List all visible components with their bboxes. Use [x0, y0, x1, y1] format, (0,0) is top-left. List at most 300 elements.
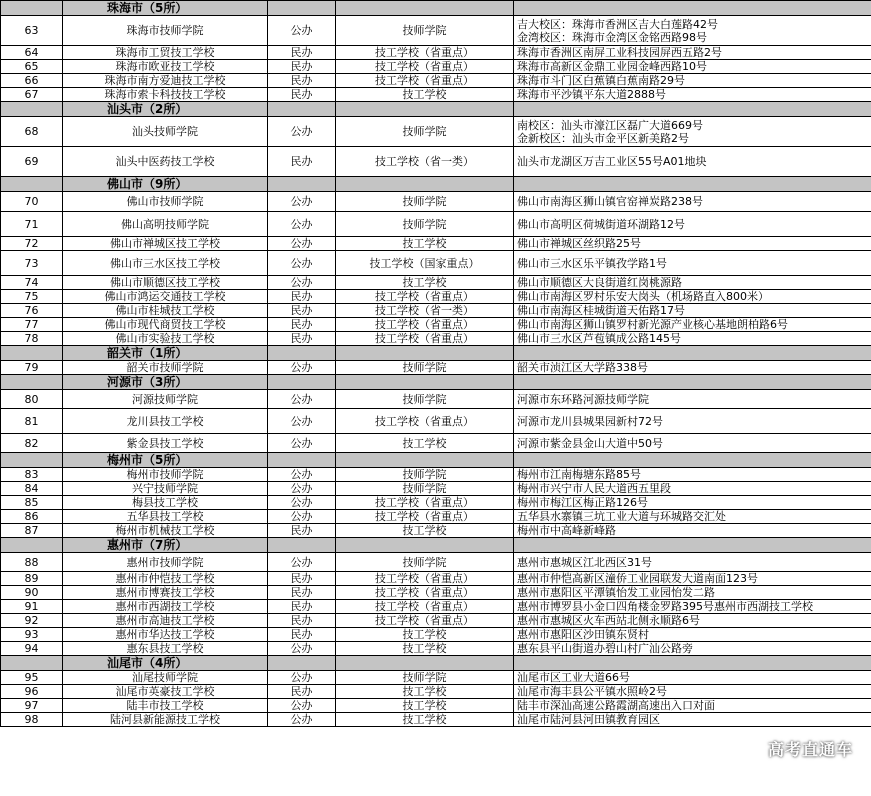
school-type: 公办 [268, 276, 336, 290]
school-category: 技工学校 [336, 713, 514, 727]
region-blank-cell [514, 375, 871, 390]
school-name: 佛山市桂城技工学校 [63, 304, 268, 318]
school-name: 佛山高明技师学院 [63, 212, 268, 237]
table-row [1, 60, 871, 74]
school-type: 民办 [268, 600, 336, 614]
row-number: 80 [1, 390, 63, 409]
school-address [514, 468, 871, 482]
school-category: 技工学校（省重点） [336, 332, 514, 346]
address-line: 佛山市顺德区大良街道红岗桃源路 [517, 276, 682, 289]
school-name: 珠海市索卡科技技工学校 [63, 88, 268, 102]
region-blank-cell [1, 1, 63, 16]
school-type: 公办 [268, 713, 336, 727]
region-blank-cell [514, 102, 871, 117]
region-header-row [1, 177, 871, 192]
school-type: 公办 [268, 409, 336, 434]
row-number: 86 [1, 510, 63, 524]
row-number: 91 [1, 600, 63, 614]
table-row [1, 16, 871, 46]
school-address [514, 628, 871, 642]
row-number: 82 [1, 434, 63, 453]
region-header-row [1, 538, 871, 553]
address-line: 汕头市龙湖区万吉工业区55号A01地块 [517, 155, 707, 168]
school-type: 公办 [268, 510, 336, 524]
region-blank-cell [1, 656, 63, 671]
table-row [1, 614, 871, 628]
address-line: 五华县水寨镇三坑工业大道与环城路交汇处 [517, 510, 726, 523]
school-category: 技师学院 [336, 468, 514, 482]
school-category: 技工学校 [336, 685, 514, 699]
table-row [1, 192, 871, 212]
region-header-row [1, 453, 871, 468]
region-blank-cell [514, 346, 871, 361]
school-name: 梅州市机械技工学校 [63, 524, 268, 538]
school-name: 惠州市博赛技工学校 [63, 586, 268, 600]
school-type: 公办 [268, 553, 336, 572]
row-number: 69 [1, 147, 63, 177]
region-name: 河源市（3所） [63, 375, 268, 390]
region-blank-cell [336, 346, 514, 361]
table-row [1, 74, 871, 88]
table-row [1, 600, 871, 614]
school-address [514, 642, 871, 656]
region-blank-cell [1, 102, 63, 117]
region-blank-cell [514, 656, 871, 671]
table-row [1, 699, 871, 713]
region-blank-cell [1, 538, 63, 553]
school-category: 技工学校 [336, 88, 514, 102]
school-address [514, 276, 871, 290]
region-header-row [1, 375, 871, 390]
table-row [1, 496, 871, 510]
school-name: 佛山市三水区技工学校 [63, 251, 268, 276]
school-name: 陆河县新能源技工学校 [63, 713, 268, 727]
row-number: 68 [1, 117, 63, 147]
school-address [514, 685, 871, 699]
school-category: 技工学校 [336, 237, 514, 251]
school-name: 汕尾技师学院 [63, 671, 268, 685]
school-name: 韶关市技师学院 [63, 361, 268, 375]
school-name: 五华县技工学校 [63, 510, 268, 524]
school-name: 惠州市高迪技工学校 [63, 614, 268, 628]
address-line: 金新校区：汕头市金平区新美路2号 [517, 131, 689, 145]
school-name: 河源技师学院 [63, 390, 268, 409]
region-blank-cell [268, 102, 336, 117]
school-type: 民办 [268, 524, 336, 538]
school-category: 技工学校 [336, 699, 514, 713]
school-type: 民办 [268, 572, 336, 586]
school-address [514, 671, 871, 685]
row-number: 63 [1, 16, 63, 46]
table-row [1, 553, 871, 572]
school-address [514, 46, 871, 60]
school-category: 技工学校 [336, 642, 514, 656]
school-name: 紫金县技工学校 [63, 434, 268, 453]
row-number: 64 [1, 46, 63, 60]
address-line: 汕尾市区工业大道66号 [517, 671, 630, 684]
region-header-row [1, 1, 871, 16]
region-blank-cell [336, 375, 514, 390]
school-category: 技工学校（省一类） [336, 147, 514, 177]
row-number: 92 [1, 614, 63, 628]
row-number: 89 [1, 572, 63, 586]
region-name: 韶关市（1所） [63, 346, 268, 361]
address-line: 佛山市禅城区丝织路25号 [517, 237, 641, 250]
row-number: 84 [1, 482, 63, 496]
table-row [1, 237, 871, 251]
region-blank-cell [514, 538, 871, 553]
school-name: 珠海市工贸技工学校 [63, 46, 268, 60]
school-type: 民办 [268, 332, 336, 346]
address-line: 河源市紫金县金山大道中50号 [517, 436, 663, 450]
school-type: 公办 [268, 192, 336, 212]
school-type: 公办 [268, 671, 336, 685]
school-address [514, 496, 871, 510]
school-category: 技工学校（省重点） [336, 496, 514, 510]
table-row [1, 304, 871, 318]
address-line: 珠海市斗门区白蕉镇白蕉南路29号 [517, 74, 685, 87]
table-row [1, 251, 871, 276]
region-name: 惠州市（7所） [63, 538, 268, 553]
region-header-row [1, 102, 871, 117]
row-number: 81 [1, 409, 63, 434]
school-address [514, 524, 871, 538]
school-address [514, 699, 871, 713]
school-type: 民办 [268, 74, 336, 88]
row-number: 85 [1, 496, 63, 510]
address-line: 惠州市惠阳区平潭镇怡发工业园怡发二路 [517, 586, 715, 599]
address-line: 佛山市南海区桂城街道天佑路17号 [517, 304, 685, 317]
region-blank-cell [268, 177, 336, 192]
school-address [514, 74, 871, 88]
region-header-row [1, 656, 871, 671]
row-number: 90 [1, 586, 63, 600]
school-name: 惠州市华达技工学校 [63, 628, 268, 642]
school-category: 技工学校 [336, 434, 514, 453]
school-category: 技工学校（省重点） [336, 586, 514, 600]
school-address [514, 482, 871, 496]
school-type: 民办 [268, 586, 336, 600]
school-category: 技工学校（省重点） [336, 600, 514, 614]
region-blank-cell [336, 102, 514, 117]
address-line: 佛山市三水区乐平镇孜学路1号 [517, 256, 667, 270]
school-type: 公办 [268, 699, 336, 713]
school-address [514, 318, 871, 332]
address-line: 珠海市平沙镇平东大道2888号 [517, 88, 666, 101]
school-address [514, 390, 871, 409]
row-number: 70 [1, 192, 63, 212]
school-name: 陆丰市技工学校 [63, 699, 268, 713]
school-category: 技工学校（省重点） [336, 74, 514, 88]
school-address [514, 60, 871, 74]
row-number: 65 [1, 60, 63, 74]
school-type: 公办 [268, 117, 336, 147]
table-row [1, 290, 871, 304]
school-category: 技师学院 [336, 553, 514, 572]
row-number: 93 [1, 628, 63, 642]
school-name: 惠东县技工学校 [63, 642, 268, 656]
row-number: 77 [1, 318, 63, 332]
school-name: 惠州市仲恺技工学校 [63, 572, 268, 586]
address-line: 南校区：汕头市濠江区磊广大道669号 [517, 118, 703, 132]
table-row [1, 361, 871, 375]
school-category: 技师学院 [336, 117, 514, 147]
school-address [514, 434, 871, 453]
table-row [1, 46, 871, 60]
school-type: 民办 [268, 147, 336, 177]
address-line: 梅州市中高峰新峰路 [517, 524, 616, 537]
row-number: 79 [1, 361, 63, 375]
table-row [1, 510, 871, 524]
school-type: 民办 [268, 304, 336, 318]
region-blank-cell [1, 453, 63, 468]
address-line: 惠州市惠城区江北西区31号 [517, 555, 652, 569]
region-blank-cell [268, 375, 336, 390]
table-row [1, 572, 871, 586]
school-address [514, 332, 871, 346]
school-name: 佛山市顺德区技工学校 [63, 276, 268, 290]
row-number: 94 [1, 642, 63, 656]
table-row [1, 212, 871, 237]
school-name: 珠海市欧亚技工学校 [63, 60, 268, 74]
row-number: 67 [1, 88, 63, 102]
region-blank-cell [336, 177, 514, 192]
school-type: 公办 [268, 390, 336, 409]
region-name: 汕尾市（4所） [63, 656, 268, 671]
school-name: 梅州市技师学院 [63, 468, 268, 482]
row-number: 97 [1, 699, 63, 713]
school-category: 技师学院 [336, 482, 514, 496]
region-blank-cell [1, 375, 63, 390]
school-type: 民办 [268, 60, 336, 74]
school-address [514, 212, 871, 237]
school-name: 佛山市技师学院 [63, 192, 268, 212]
school-type: 民办 [268, 614, 336, 628]
school-type: 公办 [268, 468, 336, 482]
region-blank-cell [268, 1, 336, 16]
school-name: 惠州市技师学院 [63, 553, 268, 572]
school-address [514, 409, 871, 434]
school-name: 龙川县技工学校 [63, 409, 268, 434]
region-blank-cell [1, 177, 63, 192]
address-line: 韶关市浈江区大学路338号 [517, 361, 648, 374]
table-row [1, 332, 871, 346]
table-row [1, 147, 871, 177]
school-name: 佛山市现代商贸技工学校 [63, 318, 268, 332]
table-row [1, 390, 871, 409]
table-row [1, 468, 871, 482]
school-address [514, 237, 871, 251]
school-address [514, 713, 871, 727]
row-number: 66 [1, 74, 63, 88]
region-name: 梅州市（5所） [63, 453, 268, 468]
watermark-text: 高考直通车 [767, 740, 853, 759]
region-name: 佛山市（9所） [63, 177, 268, 192]
region-blank-cell [336, 453, 514, 468]
school-type: 公办 [268, 237, 336, 251]
school-address [514, 553, 871, 572]
address-line: 佛山市南海区罗村乐安大岗头（机场路直入800米） [517, 290, 769, 303]
school-category: 技工学校（省重点） [336, 46, 514, 60]
table-row [1, 713, 871, 727]
address-line: 佛山市高明区荷城街道环湖路12号 [517, 217, 685, 231]
school-address [514, 600, 871, 614]
school-type: 民办 [268, 290, 336, 304]
school-category: 技师学院 [336, 390, 514, 409]
school-address [514, 361, 871, 375]
school-address [514, 117, 871, 147]
address-line: 珠海市高新区金鼎工业园金峰西路10号 [517, 60, 707, 73]
address-line: 陆丰市深汕高速公路霞湖高速出入口对面 [517, 699, 715, 712]
school-category: 技师学院 [336, 16, 514, 46]
school-category: 技师学院 [336, 192, 514, 212]
school-type: 公办 [268, 361, 336, 375]
school-type: 民办 [268, 88, 336, 102]
row-number: 71 [1, 212, 63, 237]
school-name: 兴宁技师学院 [63, 482, 268, 496]
school-address [514, 192, 871, 212]
region-blank-cell [514, 1, 871, 16]
school-type: 公办 [268, 642, 336, 656]
school-type: 公办 [268, 212, 336, 237]
region-name: 珠海市（5所） [63, 1, 268, 16]
school-type: 公办 [268, 434, 336, 453]
table-row [1, 318, 871, 332]
table-row [1, 434, 871, 453]
address-line: 梅州市兴宁市人民大道西五里段 [517, 482, 671, 495]
row-number: 98 [1, 713, 63, 727]
school-name: 佛山市禅城区技工学校 [63, 237, 268, 251]
address-line: 惠州市博罗县小金口四角楼金罗路395号惠州市西湖技工学校 [517, 600, 813, 613]
school-address [514, 16, 871, 46]
school-category: 技师学院 [336, 361, 514, 375]
row-number: 96 [1, 685, 63, 699]
address-line: 佛山市三水区芦苞镇成公路145号 [517, 332, 681, 345]
school-category: 技工学校（省重点） [336, 572, 514, 586]
school-name: 珠海市技师学院 [63, 16, 268, 46]
table-row [1, 586, 871, 600]
address-line: 梅州市梅江区梅正路126号 [517, 496, 648, 509]
address-line: 汕尾市陆河县河田镇教育园区 [517, 713, 660, 726]
school-category: 技工学校（省重点） [336, 409, 514, 434]
school-type: 民办 [268, 628, 336, 642]
region-blank-cell [514, 453, 871, 468]
address-line: 珠海市香洲区南屏工业科技园屏西五路2号 [517, 46, 722, 59]
row-number: 72 [1, 237, 63, 251]
school-address [514, 304, 871, 318]
table-row [1, 482, 871, 496]
school-type: 公办 [268, 482, 336, 496]
school-category: 技工学校（省重点） [336, 318, 514, 332]
table-row [1, 276, 871, 290]
school-category: 技工学校（省重点） [336, 290, 514, 304]
school-address [514, 147, 871, 177]
school-name: 汕尾市英豪技工学校 [63, 685, 268, 699]
row-number: 75 [1, 290, 63, 304]
region-blank-cell [268, 453, 336, 468]
school-type: 公办 [268, 251, 336, 276]
school-category: 技工学校（国家重点） [336, 251, 514, 276]
school-category: 技工学校 [336, 524, 514, 538]
school-category: 技工学校（省重点） [336, 510, 514, 524]
school-name: 珠海市南方爱迪技工学校 [63, 74, 268, 88]
address-line: 惠州市惠阳区沙田镇东贤村 [517, 628, 649, 641]
table-row [1, 409, 871, 434]
region-name: 汕头市（2所） [63, 102, 268, 117]
row-number: 87 [1, 524, 63, 538]
school-name: 惠州市西湖技工学校 [63, 600, 268, 614]
school-name: 梅县技工学校 [63, 496, 268, 510]
table-row [1, 685, 871, 699]
table-row [1, 524, 871, 538]
region-blank-cell [336, 1, 514, 16]
school-table-body [1, 1, 871, 727]
school-category: 技工学校（省重点） [336, 60, 514, 74]
address-line: 惠东县平山街道办碧山村广汕公路旁 [517, 642, 693, 655]
school-address [514, 614, 871, 628]
school-address [514, 88, 871, 102]
table-row [1, 671, 871, 685]
table-row [1, 642, 871, 656]
school-category: 技师学院 [336, 212, 514, 237]
address-line: 金湾校区：珠海市金湾区金铭西路98号 [517, 30, 707, 44]
address-line: 惠州市仲恺高新区潼侨工业园联发大道南面123号 [517, 572, 758, 585]
school-name: 汕头技师学院 [63, 117, 268, 147]
school-category: 技师学院 [336, 671, 514, 685]
region-blank-cell [268, 346, 336, 361]
school-address [514, 290, 871, 304]
school-type: 民办 [268, 46, 336, 60]
school-category: 技工学校 [336, 628, 514, 642]
row-number: 78 [1, 332, 63, 346]
school-type: 民办 [268, 685, 336, 699]
school-category: 技工学校（省重点） [336, 614, 514, 628]
row-number: 83 [1, 468, 63, 482]
region-blank-cell [514, 177, 871, 192]
address-line: 汕尾市海丰县公平镇水照岭2号 [517, 685, 667, 698]
school-name: 佛山市鸿运交通技工学校 [63, 290, 268, 304]
school-type: 民办 [268, 318, 336, 332]
school-name: 汕头中医药技工学校 [63, 147, 268, 177]
row-number: 88 [1, 553, 63, 572]
school-type: 公办 [268, 16, 336, 46]
table-row [1, 88, 871, 102]
school-type: 公办 [268, 496, 336, 510]
address-line: 河源市东环路河源技师学院 [517, 392, 649, 406]
table-row [1, 117, 871, 147]
school-category: 技工学校（省一类） [336, 304, 514, 318]
address-line: 佛山市南海区狮山镇官窑禅炭路238号 [517, 195, 703, 208]
school-address [514, 251, 871, 276]
school-address [514, 510, 871, 524]
address-line: 吉大校区：珠海市香洲区吉大白莲路42号 [517, 17, 718, 31]
school-address [514, 572, 871, 586]
address-line: 佛山市南海区狮山镇罗村新光源产业核心基地朗柏路6号 [517, 318, 788, 331]
region-blank-cell [268, 656, 336, 671]
address-line: 梅州市江南梅塘东路85号 [517, 468, 641, 481]
region-blank-cell [268, 538, 336, 553]
region-blank-cell [336, 656, 514, 671]
row-number: 73 [1, 251, 63, 276]
region-blank-cell [336, 538, 514, 553]
school-name: 佛山市实验技工学校 [63, 332, 268, 346]
row-number: 74 [1, 276, 63, 290]
row-number: 76 [1, 304, 63, 318]
row-number: 95 [1, 671, 63, 685]
table-row [1, 628, 871, 642]
address-line: 惠州市惠城区火车西站北侧永顺路6号 [517, 614, 700, 627]
school-address [514, 586, 871, 600]
